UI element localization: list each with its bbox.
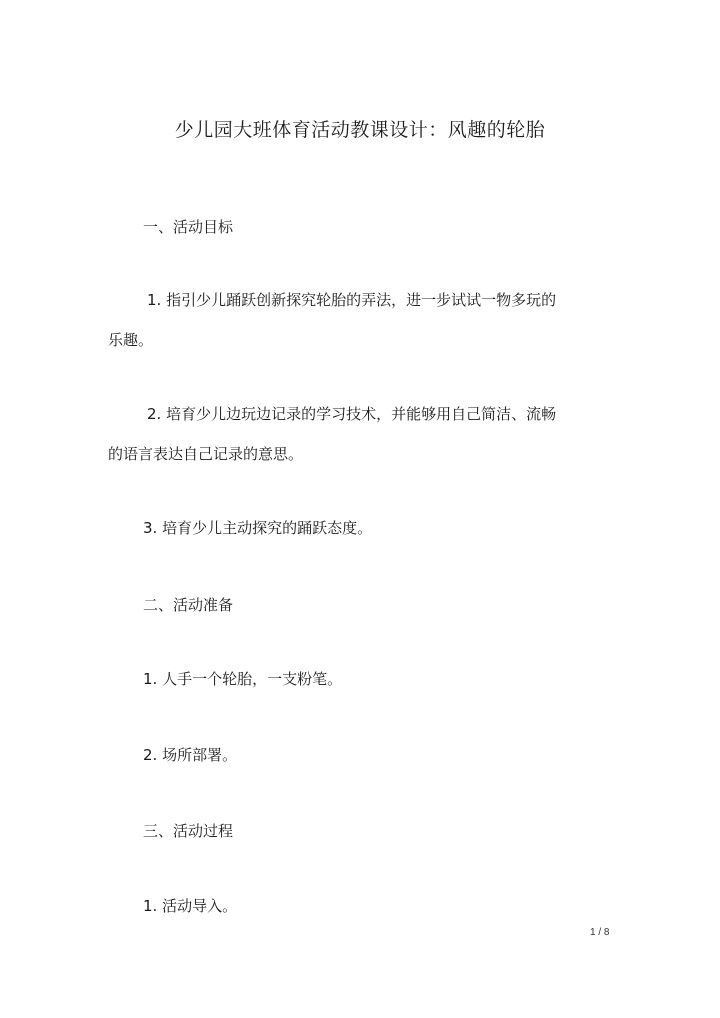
list-item-preparation-2 <box>143 744 237 766</box>
list-item-number: 1. <box>147 291 162 309</box>
section-heading-preparation: 二、活动准备 <box>143 596 234 614</box>
list-item-objective-2 <box>147 403 556 425</box>
section-heading-objectives: 一、活动目标 <box>143 218 234 236</box>
list-item-number: 2. <box>143 746 158 764</box>
list-item-text: 人手一个轮胎，一支粉笔。 <box>162 670 343 688</box>
list-item-objective-2-continuation: 的语言表达自己记录的意思。 <box>108 445 304 463</box>
list-item-objective-1-continuation: 乐趣。 <box>108 331 154 349</box>
list-item-text: 指引少儿踊跃创新探究轮胎的弄法，进一步试试一物多玩的 <box>166 291 557 309</box>
list-item-process-1 <box>143 895 237 917</box>
page-number: 1 / 8 <box>590 927 610 938</box>
list-item-text: 活动导入。 <box>162 897 238 915</box>
list-item-objective-1 <box>147 289 556 311</box>
list-item-preparation-1 <box>143 668 342 690</box>
list-item-text: 培育少儿边玩边记录的学习技术，并能够用自己简洁、流畅 <box>166 405 557 423</box>
section-heading-process: 三、活动过程 <box>143 822 234 840</box>
list-item-objective-3 <box>143 517 372 539</box>
document-title: 少儿园大班体育活动教课设计：风趣的轮胎 <box>174 119 546 141</box>
list-item-text: 培育少儿主动探究的踊跃态度。 <box>162 519 373 537</box>
list-item-number: 2. <box>147 405 162 423</box>
list-item-number: 3. <box>143 519 158 537</box>
list-item-number: 1. <box>143 670 158 688</box>
list-item-text: 场所部署。 <box>162 746 238 764</box>
list-item-number: 1. <box>143 897 158 915</box>
